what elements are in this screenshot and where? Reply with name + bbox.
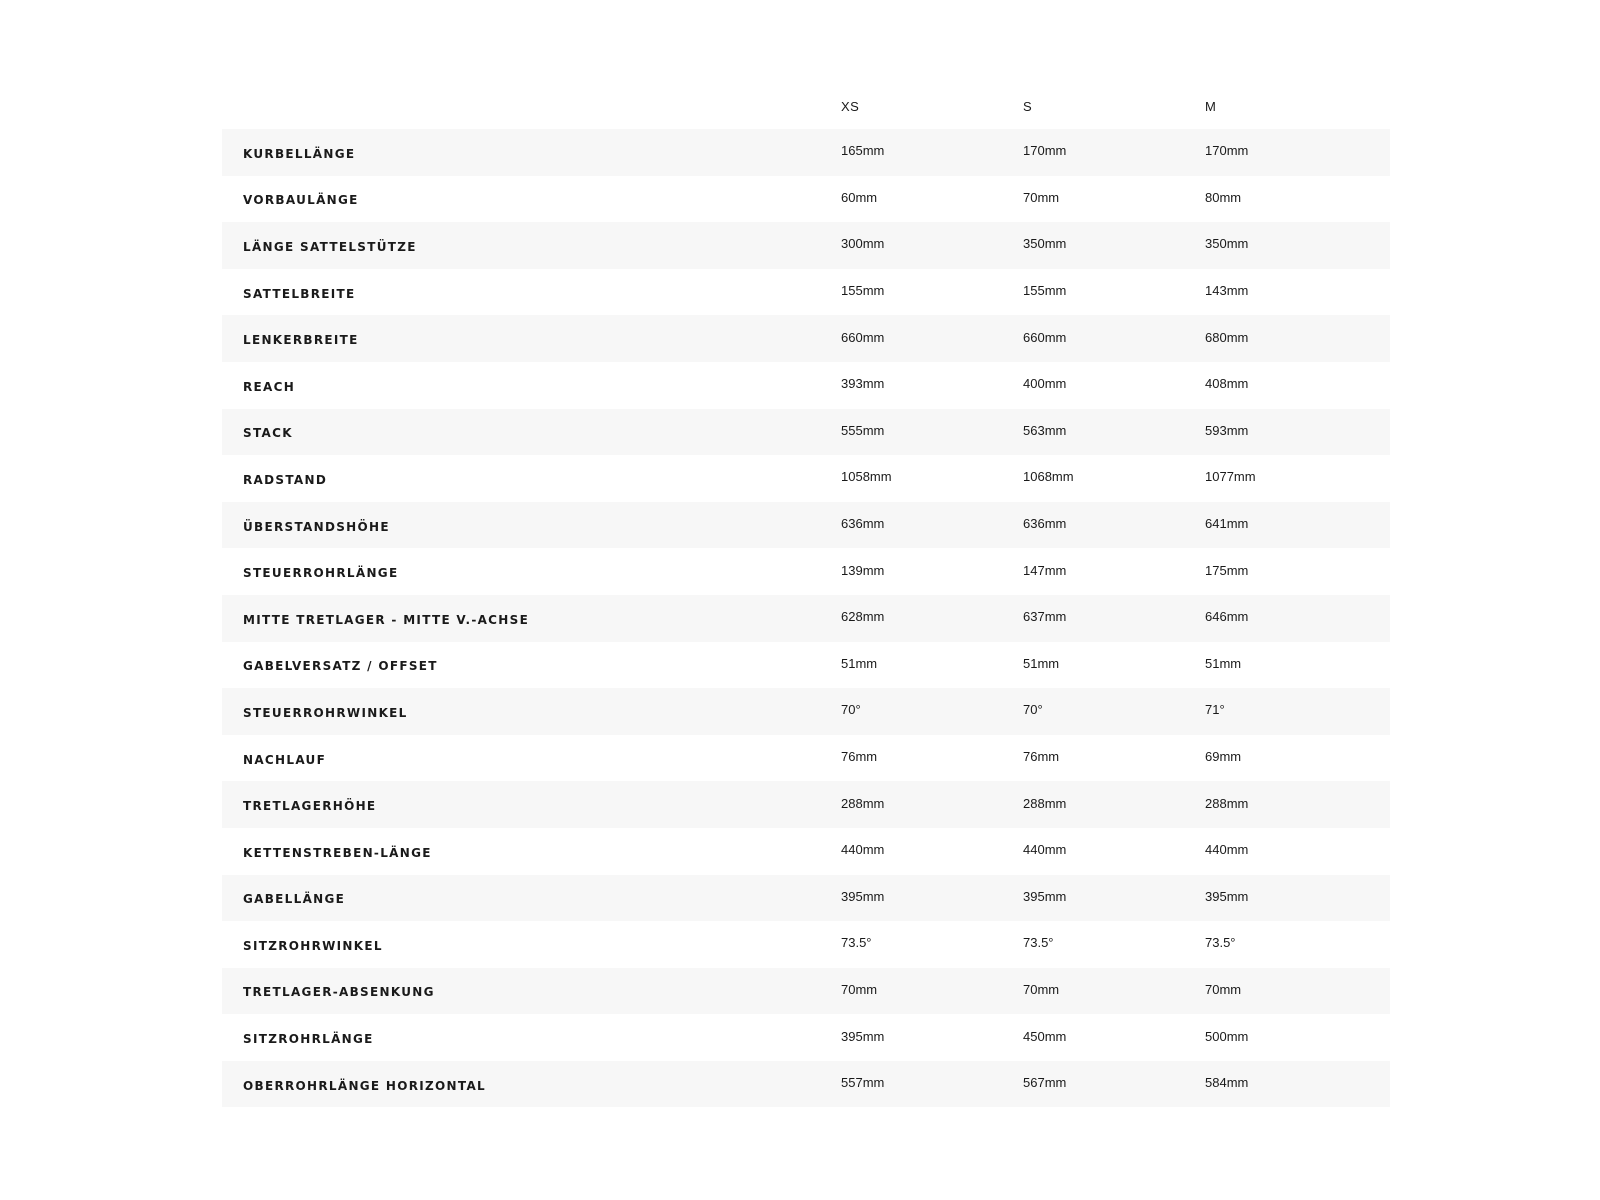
table-row [222, 688, 1390, 735]
value-cell-s: 73.5° [1023, 935, 1054, 951]
value-cell-m: 51mm [1205, 655, 1242, 671]
size-header-s: S [1023, 98, 1033, 114]
table-row [222, 362, 1390, 409]
value-cell-xs: 1058mm [841, 469, 892, 485]
value-cell-xs: 660mm [841, 329, 885, 345]
value-cell-xs: 440mm [841, 842, 885, 858]
table-row [222, 875, 1390, 922]
value-cell-s: 660mm [1023, 329, 1067, 345]
row-label: REACH [243, 379, 296, 394]
row-label: GABELLÄNGE [243, 892, 346, 907]
table-row [222, 921, 1390, 968]
row-label: NACHLAUF [243, 752, 327, 767]
value-cell-s: 155mm [1023, 283, 1067, 299]
value-cell-xs: 300mm [841, 236, 885, 252]
table-row [222, 315, 1390, 362]
value-cell-s: 170mm [1023, 143, 1067, 159]
row-label: LENKERBREITE [243, 333, 359, 348]
value-cell-m: 143mm [1205, 283, 1249, 299]
table-row [222, 502, 1390, 549]
value-cell-m: 680mm [1205, 329, 1249, 345]
row-label: KETTENSTREBEN-LÄNGE [243, 845, 432, 860]
table-row [222, 129, 1390, 176]
table-row [222, 781, 1390, 828]
value-cell-s: 70mm [1023, 981, 1060, 997]
value-cell-xs: 51mm [841, 655, 878, 671]
row-label: STEUERROHRWINKEL [243, 705, 408, 720]
row-label: TRETLAGERHÖHE [243, 799, 377, 814]
row-label: VORBAULÄNGE [243, 193, 359, 208]
value-cell-m: 80mm [1205, 189, 1242, 205]
value-cell-m: 593mm [1205, 422, 1249, 438]
value-cell-xs: 288mm [841, 795, 885, 811]
value-cell-m: 175mm [1205, 562, 1249, 578]
row-label: SITZROHRWINKEL [243, 938, 383, 953]
value-cell-s: 147mm [1023, 562, 1067, 578]
value-cell-s: 440mm [1023, 842, 1067, 858]
value-cell-xs: 60mm [841, 189, 878, 205]
value-cell-m: 70mm [1205, 981, 1242, 997]
value-cell-m: 440mm [1205, 842, 1249, 858]
value-cell-xs: 70mm [841, 981, 878, 997]
value-cell-xs: 165mm [841, 143, 885, 159]
table-row [222, 269, 1390, 316]
row-label: STACK [243, 426, 293, 441]
table-row [222, 176, 1390, 223]
value-cell-s: 70mm [1023, 189, 1060, 205]
table-row [222, 1014, 1390, 1061]
table-row [222, 735, 1390, 782]
value-cell-m: 395mm [1205, 888, 1249, 904]
value-cell-s: 288mm [1023, 795, 1067, 811]
table-row [222, 595, 1390, 642]
row-label: MITTE TRETLAGER - MITTE V.-ACHSE [243, 612, 530, 627]
value-cell-m: 641mm [1205, 516, 1249, 532]
value-cell-s: 450mm [1023, 1028, 1067, 1044]
row-label: LÄNGE SATTELSTÜTZE [243, 239, 417, 254]
value-cell-s: 1068mm [1023, 469, 1074, 485]
table-header [222, 83, 1390, 129]
value-cell-s: 350mm [1023, 236, 1067, 252]
value-cell-xs: 70° [841, 702, 861, 718]
table-row [222, 968, 1390, 1015]
value-cell-xs: 395mm [841, 888, 885, 904]
value-cell-s: 563mm [1023, 422, 1067, 438]
value-cell-xs: 555mm [841, 422, 885, 438]
value-cell-m: 73.5° [1205, 935, 1236, 951]
value-cell-m: 288mm [1205, 795, 1249, 811]
value-cell-xs: 636mm [841, 516, 885, 532]
table-row [222, 1061, 1390, 1108]
value-cell-m: 1077mm [1205, 469, 1256, 485]
value-cell-xs: 73.5° [841, 935, 872, 951]
row-label: OBERROHRLÄNGE HORIZONTAL [243, 1078, 486, 1093]
row-label: SITZROHRLÄNGE [243, 1032, 374, 1047]
value-cell-xs: 393mm [841, 376, 885, 392]
value-cell-s: 567mm [1023, 1075, 1067, 1091]
table-row [222, 455, 1390, 502]
table-row [222, 409, 1390, 456]
value-cell-xs: 557mm [841, 1075, 885, 1091]
value-cell-xs: 76mm [841, 749, 878, 765]
table-row [222, 548, 1390, 595]
row-label: ÜBERSTANDSHÖHE [243, 519, 390, 534]
value-cell-m: 350mm [1205, 236, 1249, 252]
value-cell-s: 637mm [1023, 609, 1067, 625]
size-header-m: M [1205, 98, 1217, 114]
table-body [222, 129, 1390, 1107]
value-cell-m: 646mm [1205, 609, 1249, 625]
value-cell-m: 408mm [1205, 376, 1249, 392]
value-cell-s: 51mm [1023, 655, 1060, 671]
value-cell-xs: 139mm [841, 562, 885, 578]
value-cell-s: 636mm [1023, 516, 1067, 532]
value-cell-m: 170mm [1205, 143, 1249, 159]
value-cell-m: 69mm [1205, 749, 1242, 765]
row-label: TRETLAGER-ABSENKUNG [243, 985, 435, 1000]
value-cell-xs: 155mm [841, 283, 885, 299]
value-cell-s: 400mm [1023, 376, 1067, 392]
table-row [222, 828, 1390, 875]
table-row [222, 222, 1390, 269]
value-cell-xs: 395mm [841, 1028, 885, 1044]
value-cell-m: 500mm [1205, 1028, 1249, 1044]
value-cell-s: 70° [1023, 702, 1043, 718]
value-cell-m: 71° [1205, 702, 1225, 718]
size-header-xs: XS [841, 98, 860, 114]
value-cell-s: 395mm [1023, 888, 1067, 904]
value-cell-xs: 628mm [841, 609, 885, 625]
row-label: KURBELLÄNGE [243, 146, 356, 161]
row-label: SATTELBREITE [243, 286, 356, 301]
table-row [222, 642, 1390, 689]
value-cell-s: 76mm [1023, 749, 1060, 765]
geometry-table [222, 83, 1390, 1107]
row-label: STEUERROHRLÄNGE [243, 566, 399, 581]
row-label: GABELVERSATZ / OFFSET [243, 659, 438, 674]
row-label: RADSTAND [243, 472, 328, 487]
value-cell-m: 584mm [1205, 1075, 1249, 1091]
